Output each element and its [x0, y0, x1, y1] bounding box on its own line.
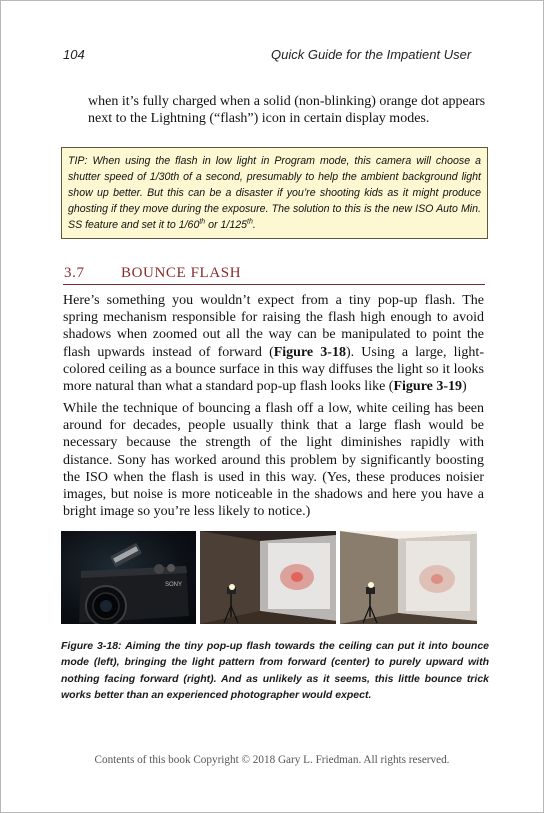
running-header-title: Quick Guide for the Impatient User — [271, 47, 472, 62]
intro-paragraph: when it’s fully charged when a solid (non-blinking) orange dot appears next to the Lightning (“flash”) icon in certain display modes. — [88, 94, 486, 126]
tip-label: TIP: — [68, 155, 88, 167]
figure-reference[interactable]: Figure 3-19 — [393, 379, 463, 395]
figure-caption-label: Figure 3-18: — [61, 640, 122, 652]
body-paragraph-2: While the technique of bouncing a flash off a low, white ceiling has been around for decades, people usually think that a large flash would be necessary because the strength of the light diminishes rapidly with distance. Sony has worked around this problem by significantly boosting the ISO when the flash is used in this way. (Yes, these produces noisier images, but noise is more noticeable in the shadows and here you have a bright image so you’re less likely to notice.) — [63, 401, 484, 520]
tip-text: When using the flash in low light in Program mode, this camera will choose a shutter speed of 1/30th of a second, presumably to help the ambient background light show up better. But this can be a disaster if you’re shooting kids as it might produce ghosting if they move during the exposure. The solution to this is the new ISO Auto Min. SS feature and set it to 1/60th or 1/125th. — [68, 155, 481, 231]
photo-room-right — [340, 531, 477, 624]
room-illustration-right — [340, 531, 477, 624]
photo-camera-bounce-flash — [61, 531, 196, 624]
camera-illustration — [61, 531, 196, 624]
room-illustration-center — [200, 531, 336, 624]
page-number: 104 — [63, 47, 85, 62]
section-title: BOUNCE FLASH — [121, 265, 242, 281]
figure-reference[interactable]: Figure 3-18 — [273, 344, 346, 360]
tip-box — [61, 147, 488, 239]
section-heading — [63, 265, 485, 285]
section-number: 3.7 — [64, 265, 85, 281]
figure-caption — [61, 638, 489, 703]
copyright-footer: Contents of this book Copyright © 2018 Gary L. Friedman. All rights reserved. — [94, 754, 450, 766]
photo-room-center — [200, 531, 336, 624]
body-paragraph-1: Here’s something you wouldn’t expect from a tiny pop-up flash. The spring mechanism responsible for raising the flash high enough to avoid shadows when zoomed out all the way can be manipulated to point the flash upwards instead of forward (Figure 3-18). Using a large, light-colored ceiling as a bounce surface in this way diffuses the light so it looks more natural than what a standard pop-up flash looks like (Figure 3-19) — [63, 293, 484, 395]
camera-brand-text: SONY — [165, 582, 183, 588]
figure-caption-text: Aiming the tiny pop-up flash towards the ceiling can put it into bounce mode (left), bringing the light pattern from forward (center) to purely upward with nothing facing forward (right). And as unlikely as it seems, this little bounce trick works better than an experienced photographer would expect. — [61, 640, 489, 701]
